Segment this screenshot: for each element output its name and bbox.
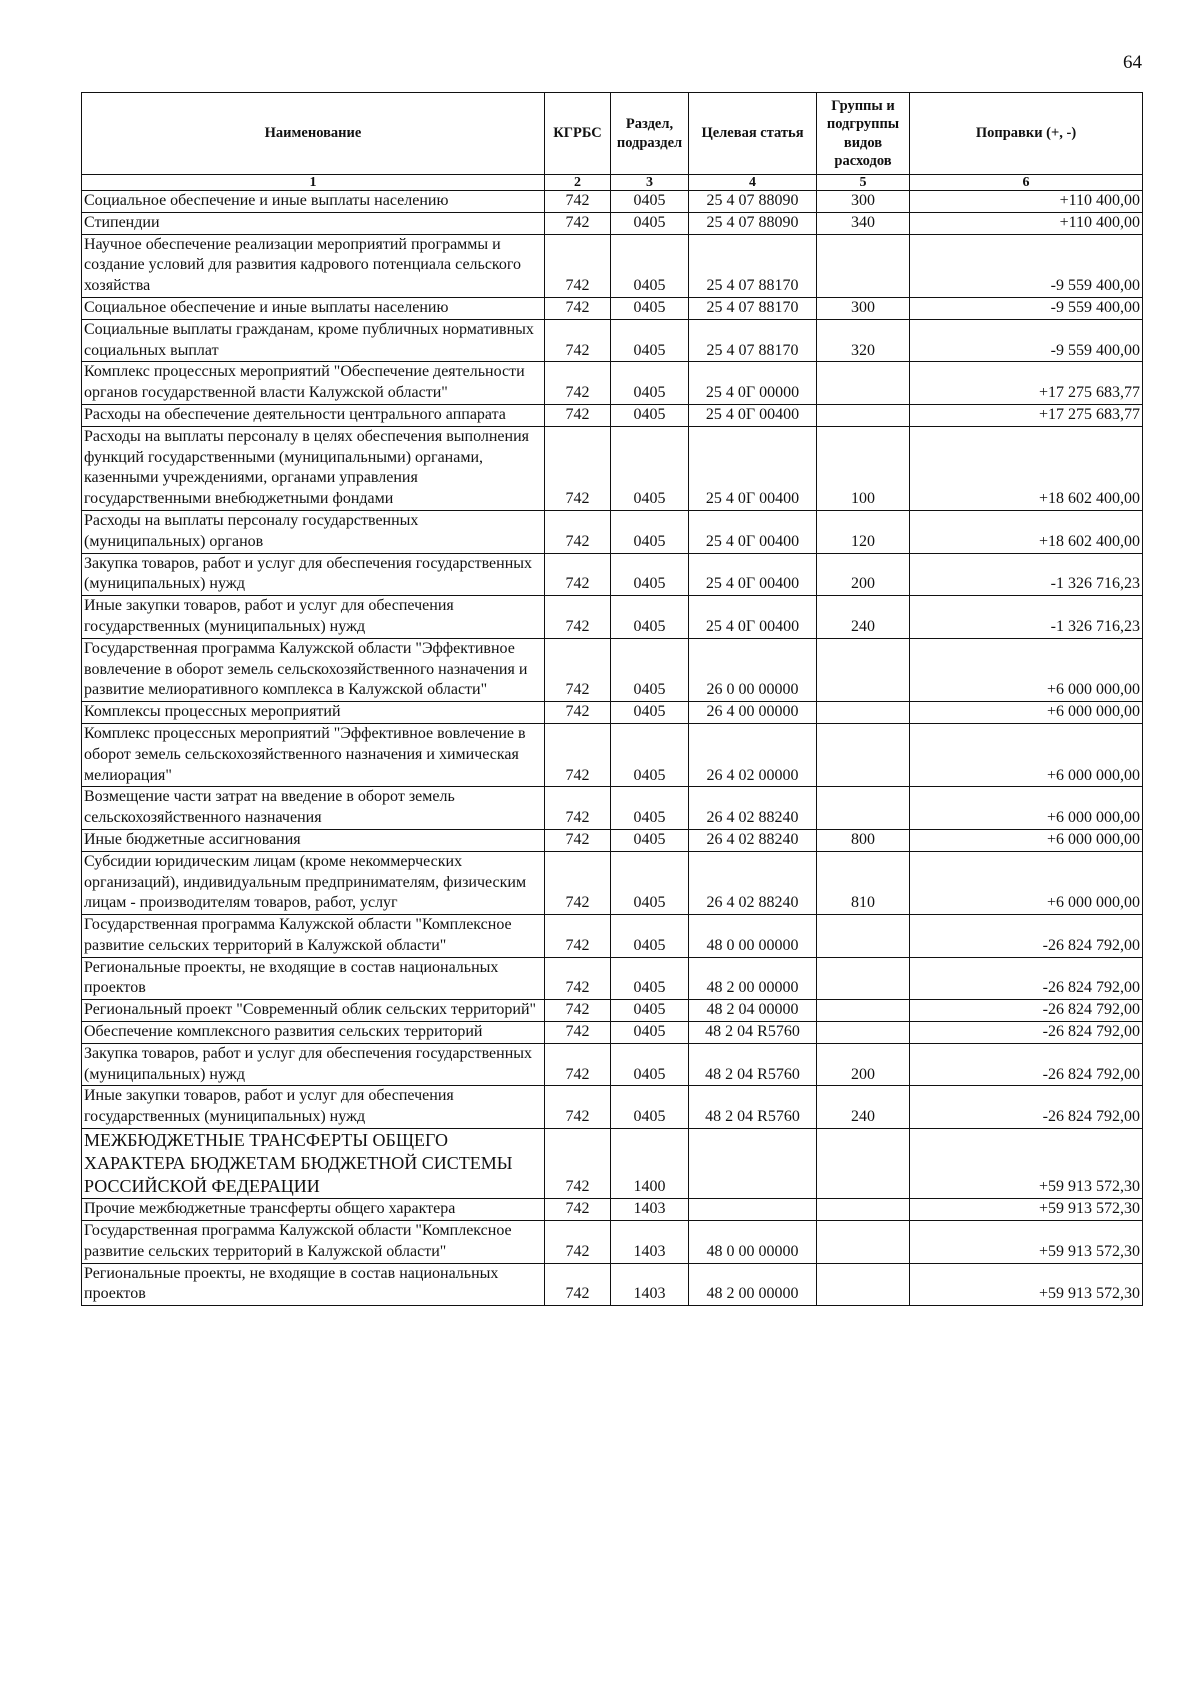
row-expense-group	[817, 404, 910, 426]
row-expense-group	[817, 1022, 910, 1044]
row-section: 1403	[611, 1199, 689, 1221]
table-row	[82, 297, 1143, 319]
row-expense-group	[817, 957, 910, 1000]
row-expense-group: 340	[817, 212, 910, 234]
row-section: 0405	[611, 297, 689, 319]
table-row	[82, 957, 1143, 1000]
table-row	[82, 596, 1143, 639]
row-expense-group: 200	[817, 1043, 910, 1086]
row-expense-group: 240	[817, 596, 910, 639]
column-number: 5	[817, 175, 910, 191]
row-amendment-amount: +59 913 572,30	[910, 1220, 1143, 1263]
row-name: Иные закупки товаров, работ и услуг для обеспечения государственных (муниципальных) нужд	[82, 596, 545, 639]
row-kgrbs: 742	[545, 297, 611, 319]
header-groups: Группы и подгруппы видов расходов	[817, 93, 910, 175]
row-section: 0405	[611, 915, 689, 958]
table-row	[82, 723, 1143, 786]
column-number-row	[82, 175, 1143, 191]
row-amendment-amount: +6 000 000,00	[910, 787, 1143, 830]
row-name: Стипендии	[82, 212, 545, 234]
row-name: Комплексы процессных мероприятий	[82, 702, 545, 724]
row-name: Комплекс процессных мероприятий "Обеспечение деятельности органов государственной власти Калужской области"	[82, 362, 545, 405]
row-kgrbs: 742	[545, 723, 611, 786]
row-target-article	[689, 1129, 817, 1199]
row-name: Возмещение части затрат на введение в оборот земель сельскохозяйственного назначения	[82, 787, 545, 830]
row-amendment-amount: +17 275 683,77	[910, 404, 1143, 426]
row-section: 0405	[611, 212, 689, 234]
row-amendment-amount: +17 275 683,77	[910, 362, 1143, 405]
row-kgrbs: 742	[545, 1043, 611, 1086]
row-target-article: 25 4 0Г 00000	[689, 362, 817, 405]
table-header-row	[82, 93, 1143, 175]
row-kgrbs: 742	[545, 1220, 611, 1263]
row-target-article: 25 4 07 88090	[689, 191, 817, 213]
row-section: 0405	[611, 1000, 689, 1022]
row-section: 0405	[611, 957, 689, 1000]
header-amendments: Поправки (+, -)	[910, 93, 1143, 175]
row-name: Социальное обеспечение и иные выплаты населению	[82, 191, 545, 213]
row-section: 0405	[611, 1022, 689, 1044]
row-amendment-amount: +59 913 572,30	[910, 1199, 1143, 1221]
row-kgrbs: 742	[545, 510, 611, 553]
row-section: 0405	[611, 723, 689, 786]
row-name: Социальные выплаты гражданам, кроме публичных нормативных социальных выплат	[82, 319, 545, 362]
row-section: 0405	[611, 234, 689, 297]
row-name: Региональные проекты, не входящие в состав национальных проектов	[82, 957, 545, 1000]
row-expense-group	[817, 1263, 910, 1306]
row-kgrbs: 742	[545, 787, 611, 830]
row-target-article: 25 4 0Г 00400	[689, 553, 817, 596]
row-kgrbs: 742	[545, 638, 611, 701]
row-kgrbs: 742	[545, 404, 611, 426]
row-name: Расходы на обеспечение деятельности центрального аппарата	[82, 404, 545, 426]
row-amendment-amount: +6 000 000,00	[910, 638, 1143, 701]
row-target-article: 48 2 04 R5760	[689, 1043, 817, 1086]
row-target-article: 48 0 00 00000	[689, 915, 817, 958]
row-expense-group: 300	[817, 297, 910, 319]
row-expense-group: 320	[817, 319, 910, 362]
row-target-article: 25 4 07 88170	[689, 319, 817, 362]
row-target-article: 26 4 02 88240	[689, 829, 817, 851]
row-kgrbs: 742	[545, 829, 611, 851]
row-section: 1403	[611, 1263, 689, 1306]
row-section: 0405	[611, 829, 689, 851]
row-target-article: 48 2 04 R5760	[689, 1086, 817, 1129]
table-row	[82, 787, 1143, 830]
row-target-article: 48 2 00 00000	[689, 957, 817, 1000]
table-row	[82, 702, 1143, 724]
table-row	[82, 1022, 1143, 1044]
column-number: 3	[611, 175, 689, 191]
table-row	[82, 915, 1143, 958]
row-amendment-amount: +6 000 000,00	[910, 851, 1143, 914]
row-section: 0405	[611, 362, 689, 405]
row-section: 0405	[611, 510, 689, 553]
row-target-article: 26 4 02 88240	[689, 787, 817, 830]
row-target-article: 48 2 04 00000	[689, 1000, 817, 1022]
page-number: 64	[1123, 52, 1142, 73]
row-kgrbs: 742	[545, 596, 611, 639]
row-section: 0405	[611, 702, 689, 724]
row-amendment-amount: -1 326 716,23	[910, 553, 1143, 596]
table-row	[82, 1263, 1143, 1306]
row-amendment-amount: -26 824 792,00	[910, 1086, 1143, 1129]
row-expense-group: 300	[817, 191, 910, 213]
row-name: Региональные проекты, не входящие в состав национальных проектов	[82, 1263, 545, 1306]
table-row	[82, 362, 1143, 405]
row-kgrbs: 742	[545, 426, 611, 510]
header-kgrbs: КГРБС	[545, 93, 611, 175]
row-name: Государственная программа Калужской области "Эффективное вовлечение в оборот земель сельскохозяйственного назначения и развитие мелиоративного комплекса в Калужской области"	[82, 638, 545, 701]
row-target-article: 25 4 0Г 00400	[689, 426, 817, 510]
row-amendment-amount: -26 824 792,00	[910, 1000, 1143, 1022]
row-name: Научное обеспечение реализации мероприятий программы и создание условий для развития кадрового потенциала сельского хозяйства	[82, 234, 545, 297]
row-amendment-amount: -26 824 792,00	[910, 915, 1143, 958]
row-amendment-amount: -9 559 400,00	[910, 234, 1143, 297]
row-expense-group	[817, 638, 910, 701]
budget-amendments-table	[81, 92, 1143, 1306]
row-expense-group	[817, 1000, 910, 1022]
table-row	[82, 1000, 1143, 1022]
row-amendment-amount: +6 000 000,00	[910, 723, 1143, 786]
row-name: Закупка товаров, работ и услуг для обеспечения государственных (муниципальных) нужд	[82, 1043, 545, 1086]
row-section: 0405	[611, 851, 689, 914]
row-expense-group	[817, 362, 910, 405]
table-row	[82, 510, 1143, 553]
row-kgrbs: 742	[545, 1022, 611, 1044]
row-kgrbs: 742	[545, 1199, 611, 1221]
column-number: 2	[545, 175, 611, 191]
table-row	[82, 851, 1143, 914]
row-target-article: 25 4 0Г 00400	[689, 510, 817, 553]
column-number: 4	[689, 175, 817, 191]
row-amendment-amount: -26 824 792,00	[910, 1022, 1143, 1044]
row-kgrbs: 742	[545, 553, 611, 596]
table-row	[82, 829, 1143, 851]
row-name: Закупка товаров, работ и услуг для обеспечения государственных (муниципальных) нужд	[82, 553, 545, 596]
row-target-article: 26 0 00 00000	[689, 638, 817, 701]
table-row	[82, 404, 1143, 426]
row-name: Прочие межбюджетные трансферты общего характера	[82, 1199, 545, 1221]
table-row	[82, 234, 1143, 297]
table-row	[82, 553, 1143, 596]
row-amendment-amount: +59 913 572,30	[910, 1129, 1143, 1199]
row-amendment-amount: +59 913 572,30	[910, 1263, 1143, 1306]
row-amendment-amount: +110 400,00	[910, 212, 1143, 234]
row-expense-group: 810	[817, 851, 910, 914]
row-name: Иные бюджетные ассигнования	[82, 829, 545, 851]
row-name: Расходы на выплаты персоналу в целях обеспечения выполнения функций государственными (муниципальными) органами, казенными учреждениями, органами управления государственными внебюджетными фондами	[82, 426, 545, 510]
table-row	[82, 426, 1143, 510]
row-amendment-amount: -9 559 400,00	[910, 319, 1143, 362]
row-section: 0405	[611, 1086, 689, 1129]
row-expense-group	[817, 1129, 910, 1199]
row-kgrbs: 742	[545, 915, 611, 958]
row-expense-group: 100	[817, 426, 910, 510]
row-expense-group	[817, 1220, 910, 1263]
row-name: Социальное обеспечение и иные выплаты населению	[82, 297, 545, 319]
row-section: 0405	[611, 404, 689, 426]
table-row	[82, 319, 1143, 362]
table-row	[82, 1220, 1143, 1263]
row-expense-group: 120	[817, 510, 910, 553]
column-number: 1	[82, 175, 545, 191]
row-name: Расходы на выплаты персоналу государственных (муниципальных) органов	[82, 510, 545, 553]
row-target-article: 26 4 02 00000	[689, 723, 817, 786]
column-number: 6	[910, 175, 1143, 191]
row-target-article: 25 4 07 88090	[689, 212, 817, 234]
row-section: 0405	[611, 426, 689, 510]
row-expense-group	[817, 702, 910, 724]
row-kgrbs: 742	[545, 362, 611, 405]
row-name: Государственная программа Калужской области "Комплексное развитие сельских территорий в Калужской области"	[82, 1220, 545, 1263]
row-section: 0405	[611, 319, 689, 362]
row-name: Субсидии юридическим лицам (кроме некоммерческих организаций), индивидуальным предпринимателям, физическим лицам - производителям товаров, работ, услуг	[82, 851, 545, 914]
row-expense-group	[817, 723, 910, 786]
row-expense-group: 200	[817, 553, 910, 596]
row-name: Региональный проект "Современный облик сельских территорий"	[82, 1000, 545, 1022]
row-name: Комплекс процессных мероприятий "Эффективное вовлечение в оборот земель сельскохозяйственного назначения и химическая мелиорация"	[82, 723, 545, 786]
table-row	[82, 191, 1143, 213]
row-kgrbs: 742	[545, 234, 611, 297]
table-row	[82, 1086, 1143, 1129]
row-expense-group: 800	[817, 829, 910, 851]
row-name: МЕЖБЮДЖЕТНЫЕ ТРАНСФЕРТЫ ОБЩЕГО ХАРАКТЕРА БЮДЖЕТАМ БЮДЖЕТНОЙ СИСТЕМЫ РОССИЙСКОЙ ФЕДЕРАЦИИ	[82, 1129, 545, 1199]
row-expense-group: 240	[817, 1086, 910, 1129]
table-row	[82, 638, 1143, 701]
row-section: 0405	[611, 787, 689, 830]
row-target-article: 26 4 00 00000	[689, 702, 817, 724]
row-amendment-amount: +18 602 400,00	[910, 510, 1143, 553]
row-target-article: 25 4 07 88170	[689, 297, 817, 319]
row-kgrbs: 742	[545, 1000, 611, 1022]
row-target-article	[689, 1199, 817, 1221]
row-name: Государственная программа Калужской области "Комплексное развитие сельских территорий в Калужской области"	[82, 915, 545, 958]
row-target-article: 48 2 04 R5760	[689, 1022, 817, 1044]
row-amendment-amount: +6 000 000,00	[910, 829, 1143, 851]
row-kgrbs: 742	[545, 212, 611, 234]
row-target-article: 48 2 00 00000	[689, 1263, 817, 1306]
row-name: Обеспечение комплексного развития сельских территорий	[82, 1022, 545, 1044]
header-section: Раздел, подраздел	[611, 93, 689, 175]
header-target: Целевая статья	[689, 93, 817, 175]
row-target-article: 25 4 07 88170	[689, 234, 817, 297]
row-name: Иные закупки товаров, работ и услуг для обеспечения государственных (муниципальных) нужд	[82, 1086, 545, 1129]
row-target-article: 25 4 0Г 00400	[689, 596, 817, 639]
table-row	[82, 1199, 1143, 1221]
row-kgrbs: 742	[545, 319, 611, 362]
table-row	[82, 212, 1143, 234]
row-section: 0405	[611, 596, 689, 639]
row-section: 0405	[611, 191, 689, 213]
row-expense-group	[817, 915, 910, 958]
row-amendment-amount: +110 400,00	[910, 191, 1143, 213]
table-row	[82, 1129, 1143, 1199]
row-kgrbs: 742	[545, 191, 611, 213]
row-section: 1400	[611, 1129, 689, 1199]
row-expense-group	[817, 787, 910, 830]
row-amendment-amount: +18 602 400,00	[910, 426, 1143, 510]
row-section: 0405	[611, 1043, 689, 1086]
header-name: Наименование	[82, 93, 545, 175]
row-kgrbs: 742	[545, 1129, 611, 1199]
row-amendment-amount: +6 000 000,00	[910, 702, 1143, 724]
row-section: 0405	[611, 553, 689, 596]
row-kgrbs: 742	[545, 1263, 611, 1306]
row-kgrbs: 742	[545, 1086, 611, 1129]
row-target-article: 26 4 02 88240	[689, 851, 817, 914]
row-section: 1403	[611, 1220, 689, 1263]
row-target-article: 48 0 00 00000	[689, 1220, 817, 1263]
row-target-article: 25 4 0Г 00400	[689, 404, 817, 426]
table-body	[82, 191, 1143, 1306]
row-expense-group	[817, 234, 910, 297]
row-amendment-amount: -26 824 792,00	[910, 957, 1143, 1000]
table-row	[82, 1043, 1143, 1086]
row-amendment-amount: -9 559 400,00	[910, 297, 1143, 319]
row-amendment-amount: -1 326 716,23	[910, 596, 1143, 639]
row-kgrbs: 742	[545, 851, 611, 914]
row-kgrbs: 742	[545, 702, 611, 724]
row-section: 0405	[611, 638, 689, 701]
row-expense-group	[817, 1199, 910, 1221]
row-amendment-amount: -26 824 792,00	[910, 1043, 1143, 1086]
row-kgrbs: 742	[545, 957, 611, 1000]
